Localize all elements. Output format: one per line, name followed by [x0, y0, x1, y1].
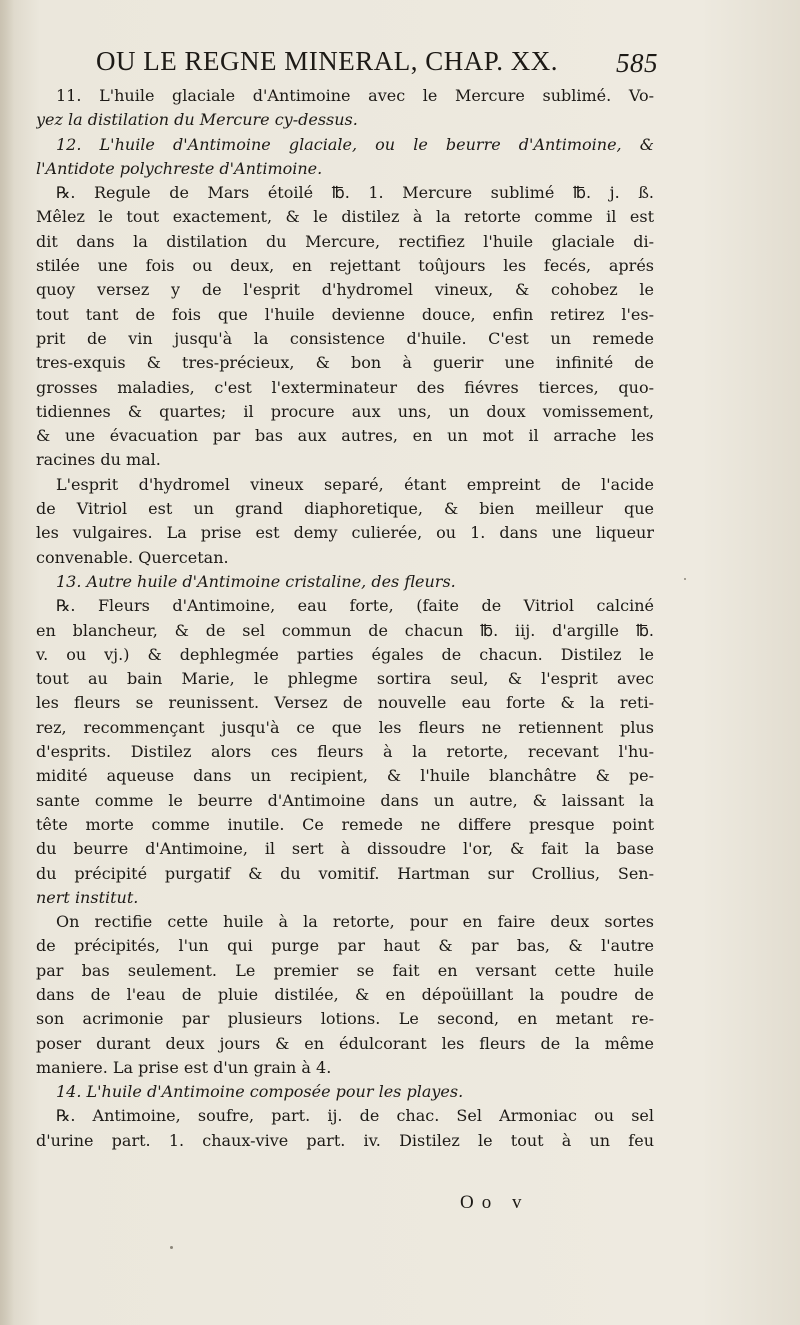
text-line: du précipité purgatif & du vomitif. Hartman sur Crollius, Sen- [36, 863, 654, 883]
text-line: l'Antidote polychreste d'Antimoine. [36, 158, 323, 178]
text-line: son acrimonie par plusieurs lotions. Le second, en metant re- [36, 1009, 654, 1029]
signature-mark: Oo v [460, 1192, 530, 1213]
text-line: tres-exquis & tres-précieux, & bon à guerir une infinité de [36, 353, 654, 373]
text-line: & une évacuation par bas aux autres, en un mot il arrache les [36, 426, 654, 446]
text-line: On rectifie cette huile à la retorte, pour en faire deux sortes [56, 912, 654, 932]
text-line: de Vitriol est un grand diaphoretique, & bien meilleur que [36, 499, 654, 519]
text-line: stilée une fois ou deux, en rejettant toûjours les fecés, aprés [36, 256, 654, 276]
text-line: v. ou vj.) & dephlegmée parties égales de chacun. Distilez le [36, 644, 654, 664]
section-heading: 14. L'huile d'Antimoine composée pour les playes. [56, 1082, 464, 1102]
text-line: ℞. Regule de Mars étoilé ℔. 1. Mercure sublimé ℔. j. ß. [56, 183, 654, 203]
paper-speck [684, 578, 686, 580]
section-heading: 13. Autre huile d'Antimoine cristaline, des fleurs. [56, 571, 456, 591]
text-line: 12. L'huile d'Antimoine glaciale, ou le beurre d'Antimoine, & [56, 134, 654, 154]
paper-speck [170, 1246, 173, 1249]
text-line: d'urine part. 1. chaux-vive part. iv. Distilez le tout à un feu [36, 1130, 654, 1150]
text-line: 11. L'huile glaciale d'Antimoine avec le Mercure sublimé. Vo- [56, 86, 654, 105]
text-line: ℞. Fleurs d'Antimoine, eau forte, (faite de Vitriol calciné [56, 596, 654, 616]
text-line: d'esprits. Distilez alors ces fleurs à la retorte, recevant l'hu- [36, 742, 654, 762]
text-line: les fleurs se reunissent. Versez de nouvelle eau forte & la reti- [36, 693, 654, 713]
text-line: tête morte comme inutile. Ce remede ne differe presque point [36, 814, 654, 834]
text-line: nert institut. [36, 887, 139, 907]
page-body [36, 86, 654, 1155]
text-line: yez la distilation du Mercure cy-dessus. [36, 110, 358, 130]
page-gutter-shadow [0, 0, 14, 1325]
text-line: du beurre d'Antimoine, il sert à dissoudre l'or, & fait la base [36, 839, 654, 859]
running-head-title: OU LE REGNE MINERAL, CHAP. XX. [96, 46, 558, 76]
text-line: tidiennes & quartes; il procure aux uns, un doux vomissement, [36, 401, 654, 421]
text-line: rez, recommençant jusqu'à ce que les fleurs ne retiennent plus [36, 717, 654, 737]
text-line: les vulgaires. La prise est demy culierée, ou 1. dans une liqueur [36, 523, 654, 543]
running-head [96, 46, 658, 82]
text-line: par bas seulement. Le premier se fait en versant cette huile [36, 960, 654, 980]
text-line: Mêlez le tout exactement, & le distilez à la retorte comme il est [36, 207, 654, 227]
text-line: tout tant de fois que l'huile devienne douce, enfin retirez l'es- [36, 304, 654, 324]
text-line: grosses maladies, c'est l'exterminateur des fiévres tierces, quo- [36, 377, 654, 397]
text-line: maniere. La prise est d'un grain à 4. [36, 1057, 332, 1077]
text-line: en blancheur, & de sel commun de chacun ℔. iij. d'argille ℔. [36, 620, 654, 640]
text-line: de précipités, l'un qui purge par haut & par bas, & l'autre [36, 936, 654, 956]
text-line: prit de vin jusqu'à la consistence d'huile. C'est un remede [36, 328, 654, 348]
text-line: sante comme le beurre d'Antimoine dans un autre, & laissant la [36, 790, 654, 810]
page-number: 585 [616, 48, 658, 78]
text-line: dans de l'eau de pluie distilée, & en dépoüillant la poudre de [36, 984, 654, 1004]
text-line: tout au bain Marie, le phlegme sortira seul, & l'esprit avec [36, 669, 654, 689]
text-line: convenable. Quercetan. [36, 547, 229, 567]
text-line: L'esprit d'hydromel vineux separé, étant empreint de l'acide [56, 474, 654, 494]
text-line: dit dans la distilation du Mercure, rectifiez l'huile glaciale di- [36, 231, 654, 251]
text-line: quoy versez y de l'esprit d'hydromel vineux, & cohobez le [36, 280, 654, 300]
text-line: poser durant deux jours & en édulcorant les fleurs de la même [36, 1033, 654, 1053]
text-line: ℞. Antimoine, soufre, part. ij. de chac. Sel Armoniac ou sel [56, 1106, 654, 1126]
text-line: racines du mal. [36, 450, 161, 470]
text-line: midité aqueuse dans un recipient, & l'huile blanchâtre & pe- [36, 766, 654, 786]
